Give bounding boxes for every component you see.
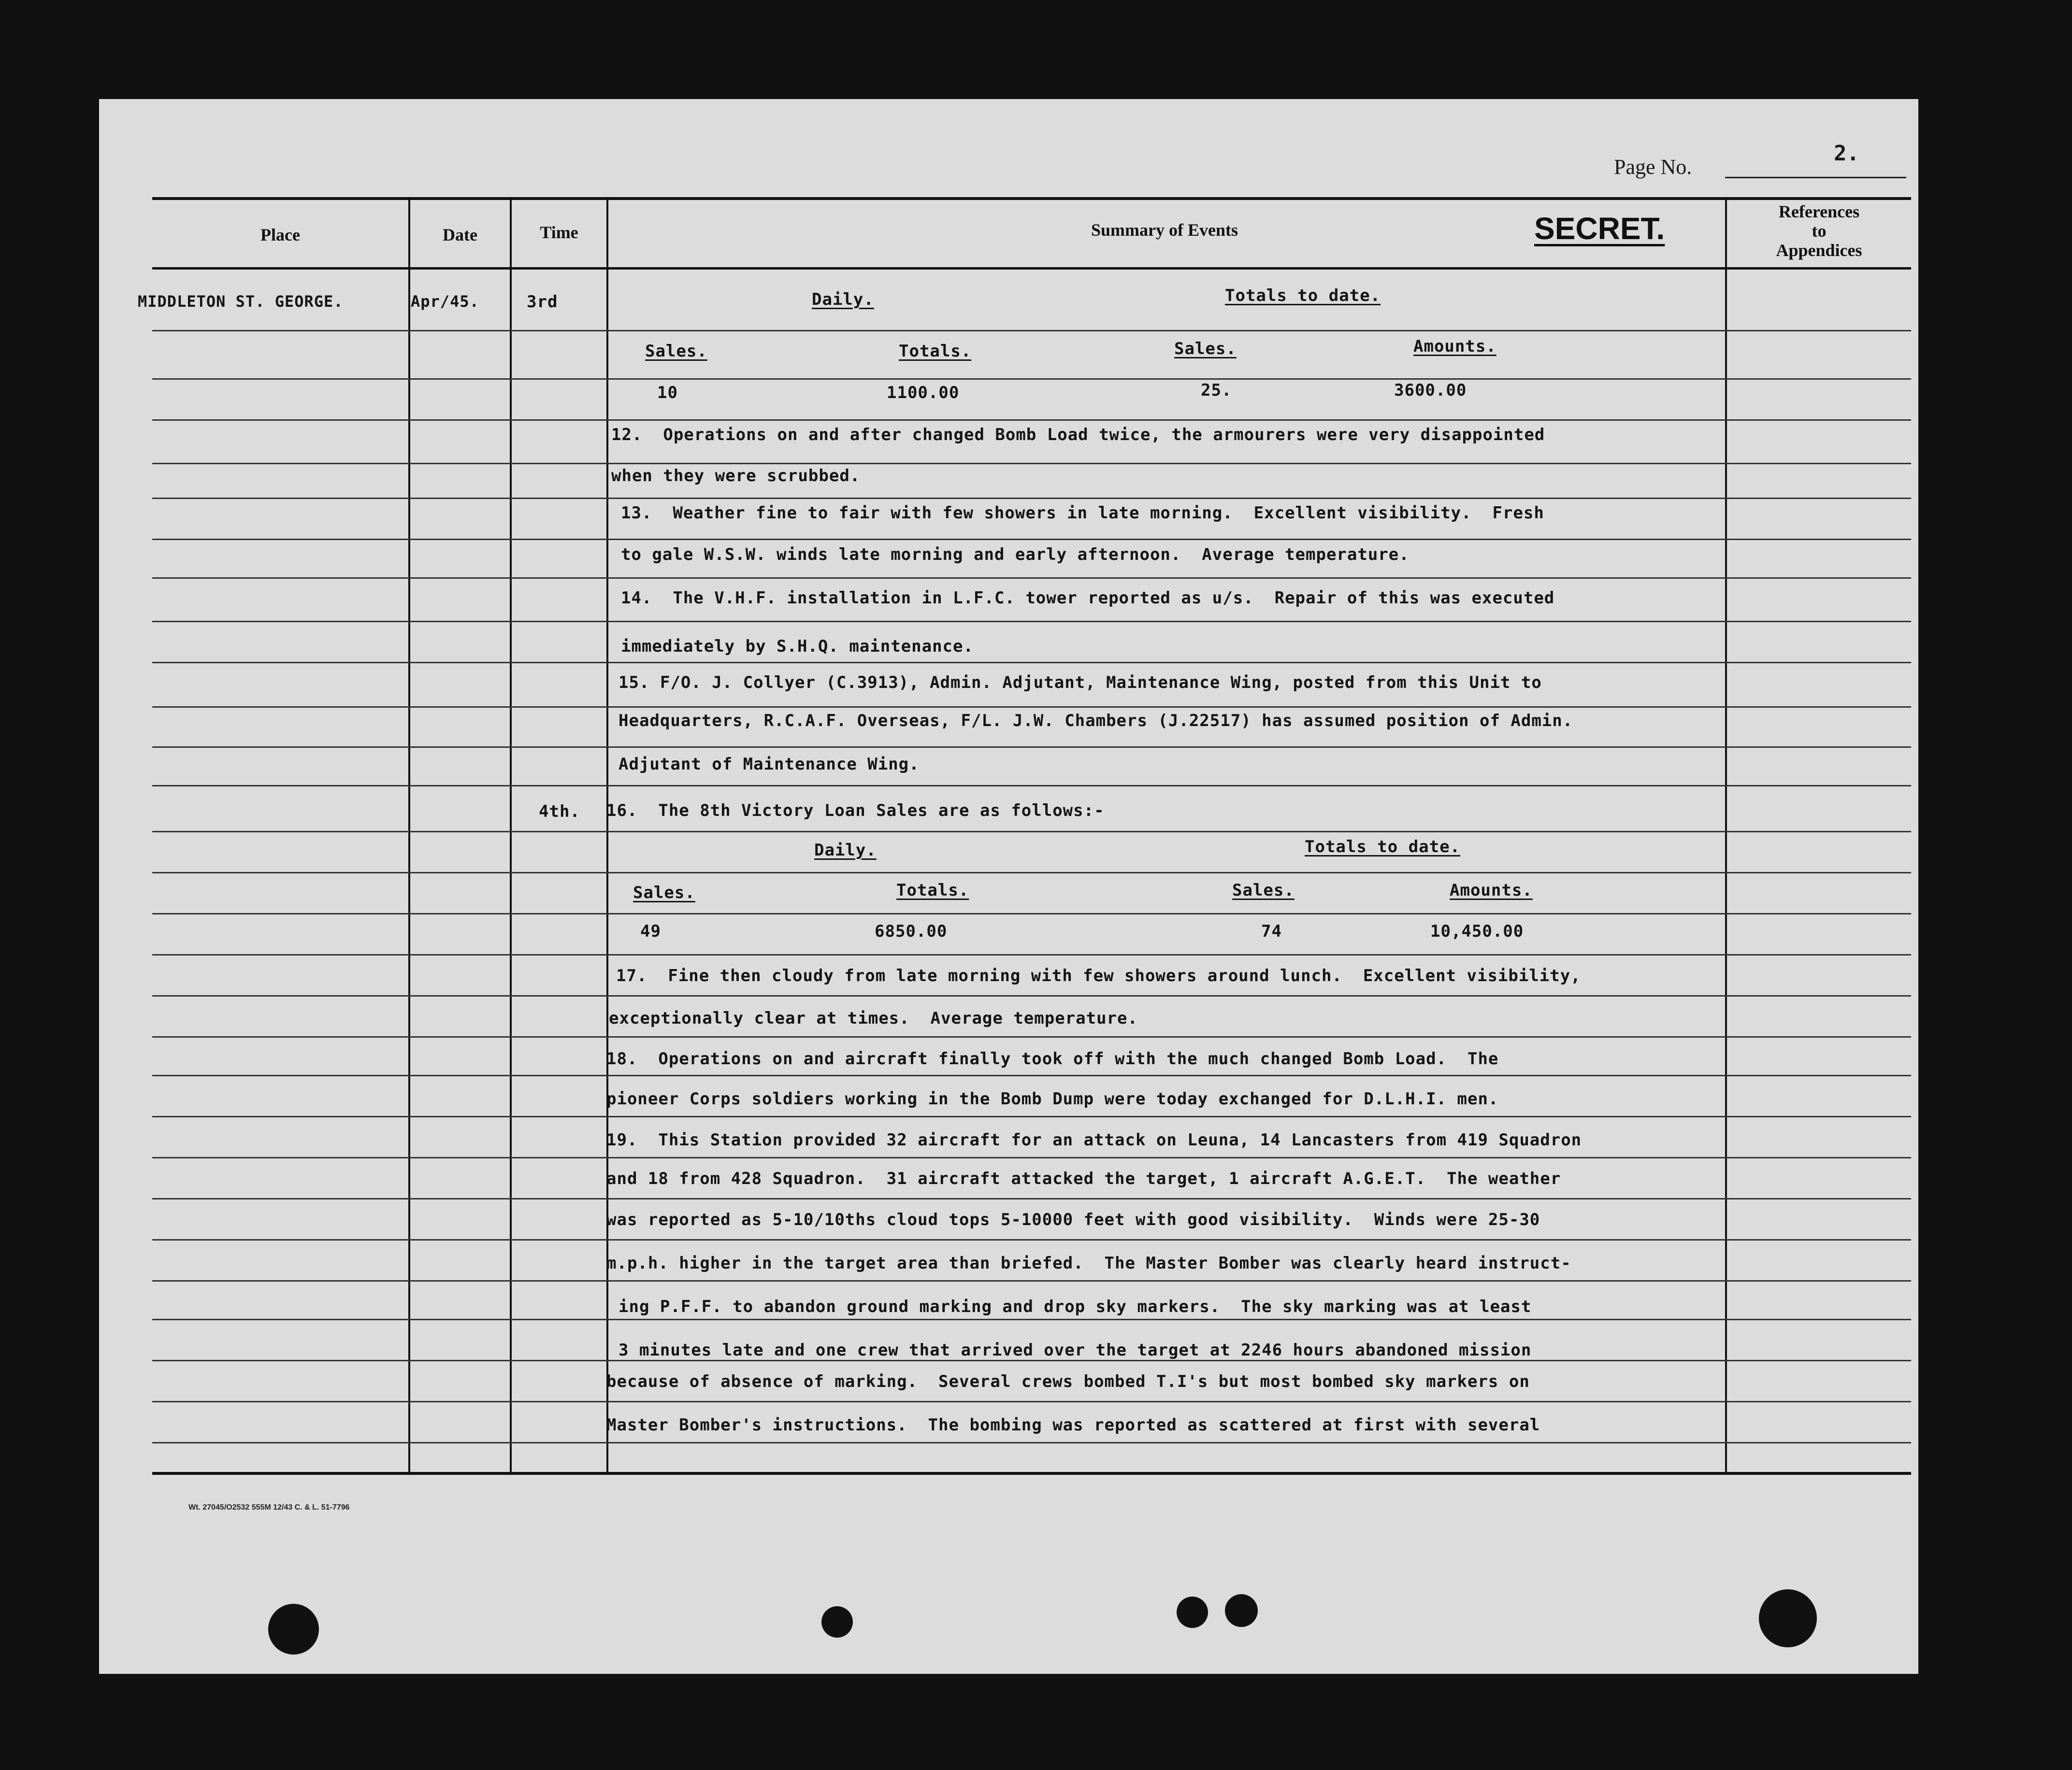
- sales-col-header: Sales.: [633, 883, 695, 902]
- entry-line: Master Bomber's instructions. The bombing was reported as scattered at first with several: [606, 1415, 1540, 1435]
- amounts-value: 3600.00: [1394, 381, 1467, 400]
- punch-hole: [821, 1606, 853, 1638]
- entry-line: 17. Fine then cloudy from late morning with few showers around lunch. Excellent visibility,: [616, 966, 1581, 985]
- entry-line: because of absence of marking. Several crews bombed T.I's but most bombed sky markers on: [606, 1372, 1530, 1391]
- entry-line: when they were scrubbed.: [611, 466, 861, 485]
- page-number: 2.: [1834, 141, 1859, 166]
- totals-col-header: Totals.: [899, 342, 972, 361]
- time-4th: 4th.: [539, 802, 580, 821]
- entry-line: 14. The V.H.F. installation in L.F.C. tower reported as u/s. Repair of this was executed: [621, 588, 1555, 608]
- sales-value: 74: [1261, 922, 1282, 941]
- entry-line: immediately by S.H.Q. maintenance.: [621, 637, 974, 656]
- totals-value: 1100.00: [887, 383, 960, 402]
- entry-line: Headquarters, R.C.A.F. Overseas, F/L. J.W. Chambers (J.22517) has assumed position of Admin.: [619, 711, 1573, 730]
- page-number-label: Page No.: [1614, 155, 1692, 179]
- header-references-line1: References: [1778, 202, 1860, 221]
- sales-col-header: Sales.: [1232, 881, 1295, 900]
- entry-line: 19. This Station provided 32 aircraft for an attack on Leuna, 14 Lancasters from 419 Squadron: [606, 1130, 1582, 1150]
- sales-value: 25.: [1201, 381, 1232, 400]
- date-text: Apr/45.: [411, 292, 479, 311]
- totals-value: 6850.00: [875, 922, 948, 941]
- punch-hole: [1225, 1594, 1258, 1627]
- entry-line: exceptionally clear at times. Average temperature.: [609, 1009, 1138, 1028]
- entry-line: 13. Weather fine to fair with few showers in late morning. Excellent visibility. Fresh: [621, 503, 1544, 523]
- sales-col-header: Sales.: [1174, 339, 1237, 358]
- table-bottom-rule: [152, 1472, 1911, 1475]
- punch-hole: [1759, 1589, 1817, 1647]
- entry-line: and 18 from 428 Squadron. 31 aircraft attacked the target, 1 aircraft A.G.E.T. The weather: [606, 1169, 1561, 1188]
- entry-line: 15. F/O. J. Collyer (C.3913), Admin. Adjutant, Maintenance Wing, posted from this Unit to: [619, 673, 1542, 692]
- entry-line: 3 minutes late and one crew that arrived over the target at 2246 hours abandoned mission: [619, 1341, 1532, 1360]
- entry-line: to gale W.S.W. winds late morning and early afternoon. Average temperature.: [621, 545, 1410, 564]
- secret-stamp: SECRET.: [1534, 211, 1665, 246]
- daily-label: Daily.: [814, 841, 877, 860]
- totals-to-date-label: Totals to date.: [1305, 837, 1461, 856]
- page-number-underline: [1725, 177, 1906, 178]
- daily-label: Daily.: [812, 290, 874, 309]
- sales-value: 10: [657, 383, 678, 402]
- header-references: [1727, 202, 1911, 260]
- header-references-line2: to: [1812, 221, 1827, 241]
- entry-line: pioneer Corps soldiers working in the Bomb Dump were today exchanged for D.L.H.I. men.: [606, 1089, 1499, 1109]
- header-references-line3: Appendices: [1776, 241, 1862, 260]
- totals-to-date-label: Totals to date.: [1225, 286, 1381, 305]
- entry-line: was reported as 5-10/10ths cloud tops 5-10000 feet with good visibility. Winds were 25-30: [606, 1210, 1540, 1229]
- totals-col-header: Totals.: [896, 881, 969, 900]
- punch-hole: [268, 1604, 319, 1655]
- time-3rd: 3rd: [527, 292, 558, 312]
- sales-col-header: Sales.: [645, 342, 707, 361]
- place-text: MIDDLETON ST. GEORGE.: [138, 292, 344, 311]
- sales-value: 49: [640, 922, 661, 941]
- form-print-code: Wt. 27045/O2532 555M 12/43 C. & L. 51-7796: [188, 1503, 350, 1512]
- entry-line: 16. The 8th Victory Loan Sales are as follows:-: [606, 801, 1105, 820]
- amounts-value: 10,450.00: [1430, 922, 1524, 941]
- header-time: Time: [540, 223, 578, 242]
- punch-hole: [1177, 1597, 1208, 1628]
- amounts-col-header: Amounts.: [1450, 881, 1533, 900]
- entry-line: Adjutant of Maintenance Wing.: [619, 755, 920, 774]
- entry-line: 18. Operations on and aircraft finally took off with the much changed Bomb Load. The: [606, 1049, 1499, 1069]
- table-top-rule: [152, 197, 1911, 200]
- record-sheet: [99, 99, 1918, 1674]
- header-date: Date: [443, 225, 477, 244]
- header-summary: Summary of Events: [1091, 220, 1238, 240]
- entry-line: 12. Operations on and after changed Bomb Load twice, the armourers were very disappointed: [611, 425, 1545, 444]
- amounts-col-header: Amounts.: [1413, 337, 1496, 356]
- header-place: Place: [260, 225, 300, 244]
- entry-line: m.p.h. higher in the target area than briefed. The Master Bomber was clearly heard instruct-: [606, 1254, 1571, 1273]
- entry-line: ing P.F.F. to abandon ground marking and drop sky markers. The sky marking was at least: [619, 1297, 1532, 1316]
- header-bottom-rule: [152, 267, 1911, 270]
